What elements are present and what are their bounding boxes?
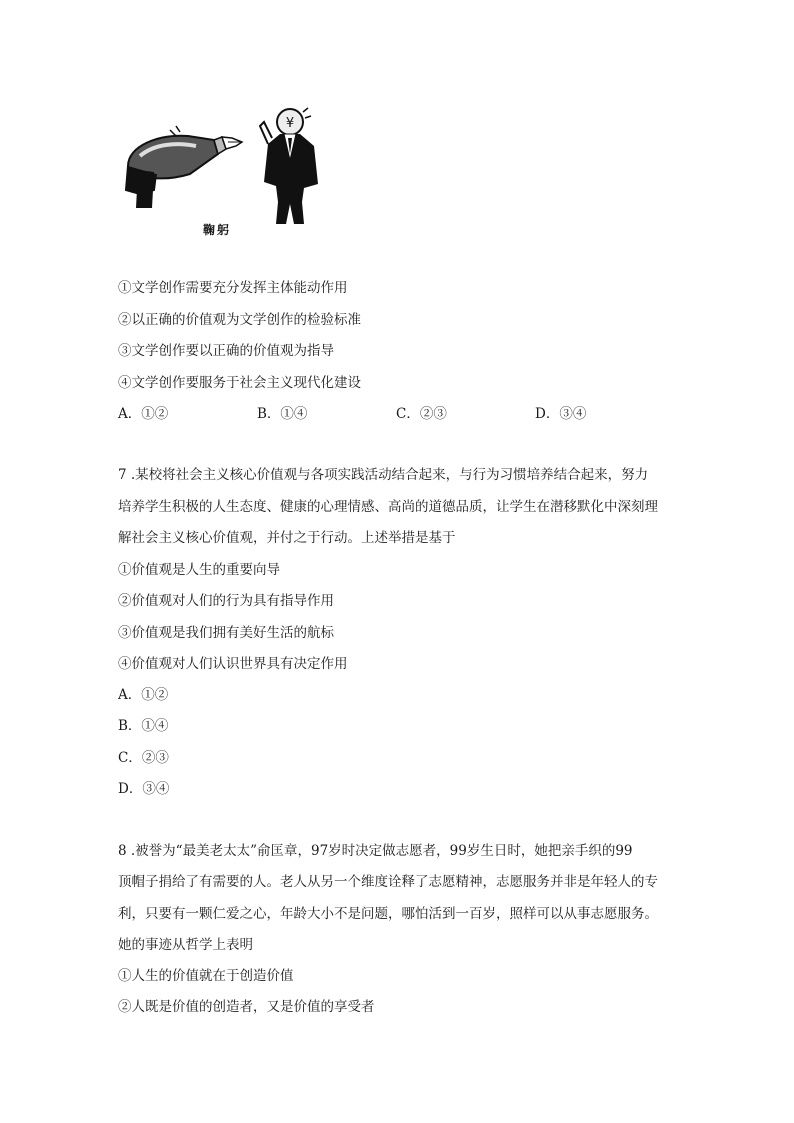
q8-stem-line-1: 8 .被誉为“最美老太太”俞匡章，97岁时决定做志愿者，99岁生日时，她把亲手织的99 bbox=[118, 843, 633, 859]
q7-stem-line-2: 培养学生积极的人生态度、健康的心理情感、高尚的道德品质，让学生在潜移默化中深刻理 bbox=[118, 499, 658, 515]
fountain-pen-bowing-icon bbox=[126, 126, 242, 208]
q6-statement-2: ②以正确的价值观为文学创作的检验标准 bbox=[118, 312, 361, 328]
q8-statement-1: ①人生的价值就在于创造价值 bbox=[118, 968, 294, 984]
suited-man-with-money-head-icon bbox=[260, 108, 318, 224]
q7-statement-1: ①价值观是人生的重要向导 bbox=[118, 562, 280, 578]
q8-stem-line-3: 利，只要有一颗仁爱之心，年龄大小不是问题，哪怕活到一百岁，照样可以从事志愿服务。 bbox=[118, 906, 658, 922]
q7-option-b[interactable]: B．①④ bbox=[118, 718, 169, 734]
q7-option-a[interactable]: A．①② bbox=[118, 687, 169, 703]
q7-statement-4: ④价值观对人们认识世界具有决定作用 bbox=[118, 656, 348, 672]
q7-statement-2: ②价值观对人们的行为具有指导作用 bbox=[118, 593, 334, 609]
q6-statement-4: ④文学创作要服务于社会主义现代化建设 bbox=[118, 375, 361, 391]
q7-option-c[interactable]: C．②③ bbox=[118, 750, 169, 766]
q7-stem-line-3: 解社会主义核心价值观，并付之于行动。上述举措是基于 bbox=[118, 530, 456, 546]
q7-stem-line-1: 7 .某校将社会主义核心价值观与各项实践活动结合起来，与行为习惯培养结合起来，努力 bbox=[118, 467, 649, 483]
q6-statement-1: ①文学创作需要充分发挥主体能动作用 bbox=[118, 280, 348, 296]
q6-option-a[interactable]: A．①② bbox=[118, 406, 169, 422]
svg-text:¥: ¥ bbox=[285, 116, 295, 131]
q6-statement-3: ③文学创作要以正确的价值观为指导 bbox=[118, 343, 334, 359]
q7-statement-3: ③价值观是我们拥有美好生活的航标 bbox=[118, 625, 334, 641]
q6-option-d[interactable]: D．③④ bbox=[535, 406, 587, 422]
q8-stem-line-4: 她的事迹从哲学上表明 bbox=[118, 937, 253, 953]
q8-stem-line-2: 顶帽子捐给了有需要的人。老人从另一个维度诠释了志愿精神，志愿服务并非是年轻人的专 bbox=[118, 874, 658, 890]
cartoon-caption: 鞠躬 bbox=[203, 223, 232, 237]
q8-statement-2: ②人既是价值的创造者，又是价值的享受者 bbox=[118, 999, 375, 1015]
q6-option-b[interactable]: B．①④ bbox=[257, 406, 308, 422]
q6-option-c[interactable]: C．②③ bbox=[396, 406, 447, 422]
q7-option-d[interactable]: D．③④ bbox=[118, 781, 170, 797]
